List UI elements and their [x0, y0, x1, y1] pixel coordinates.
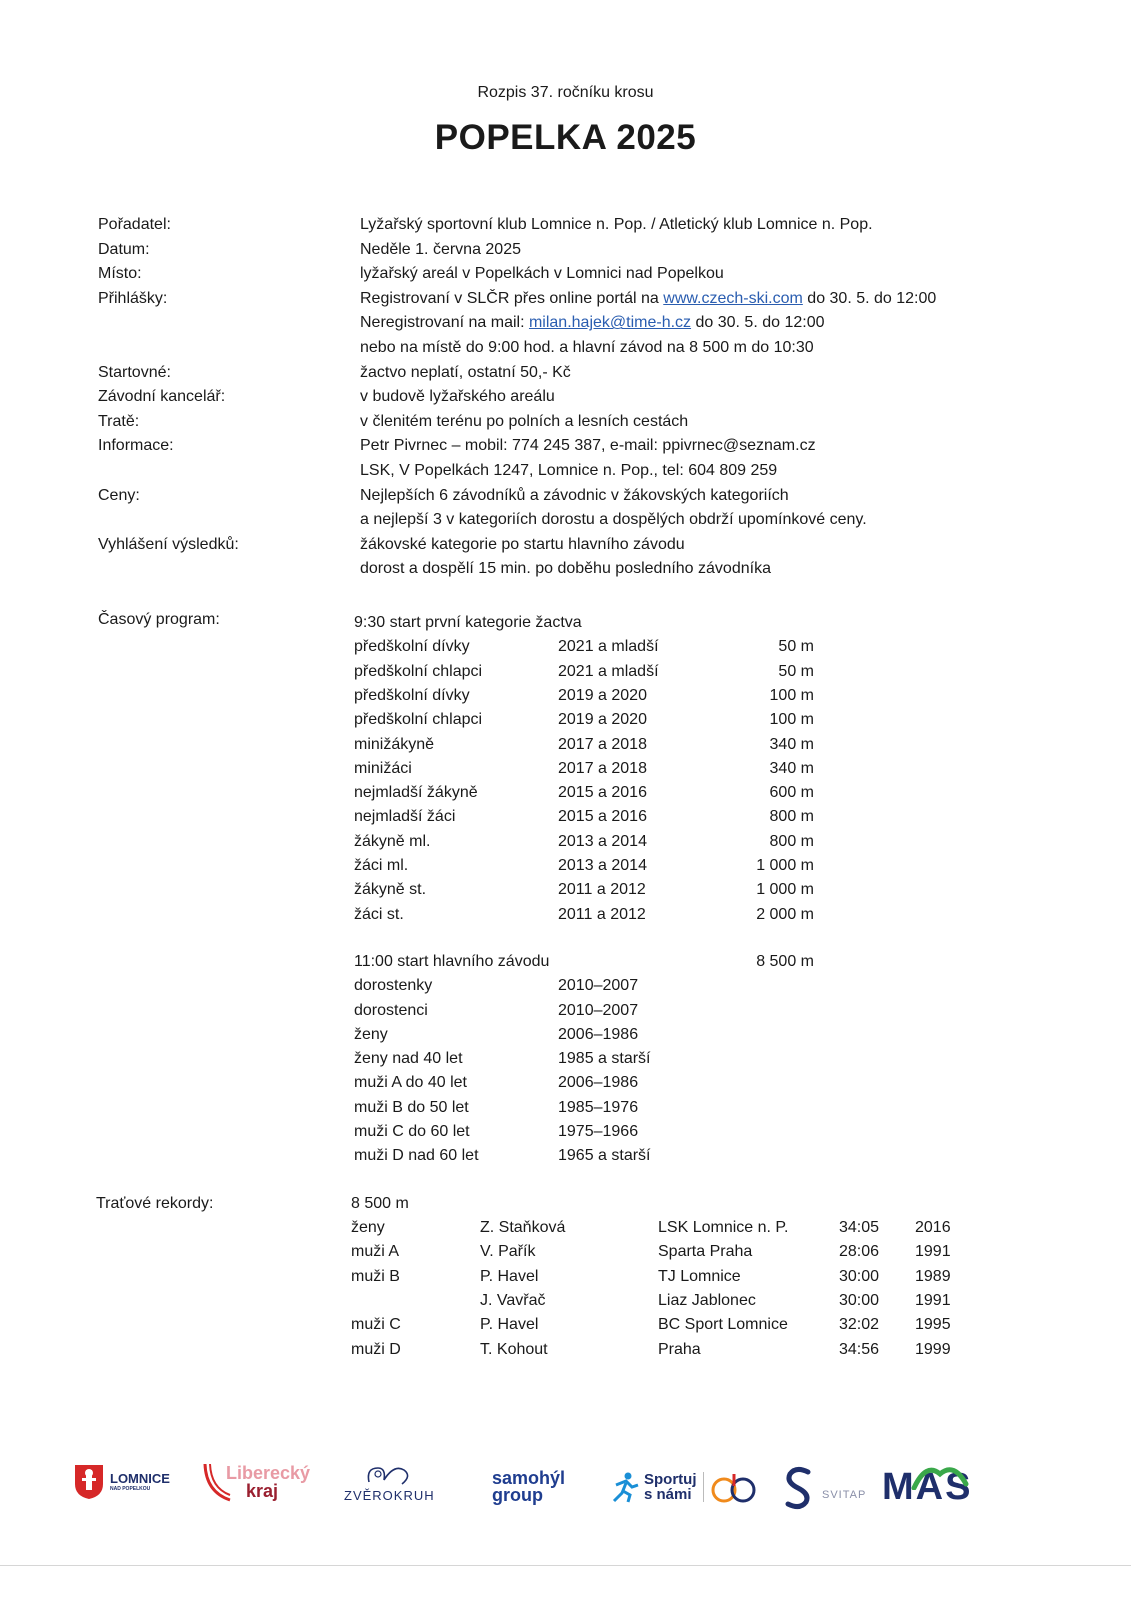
category-years: 1965 a starší — [558, 1147, 651, 1165]
category-name: nejmladší žáci — [354, 808, 456, 826]
info-link[interactable]: milan.hajek@time-h.cz — [528, 314, 692, 332]
category-years: 1975–1966 — [558, 1123, 639, 1141]
info-text: Registrovaní v SLČR přes online portál na — [360, 289, 664, 307]
info-value — [360, 287, 1058, 361]
category-years: 2021 a mladší — [558, 638, 659, 656]
record-year: 1995 — [915, 1316, 951, 1334]
category-name: muži B do 50 let — [354, 1098, 469, 1116]
category-years: 2017 a 2018 — [558, 759, 647, 777]
category-name: žákyně st. — [354, 881, 427, 899]
page-title: POPELKA 2025 — [434, 118, 697, 157]
info-row — [98, 262, 1058, 287]
lomnice-logo-text: LOMNICE — [110, 1471, 170, 1486]
category-name: muži C do 60 let — [354, 1123, 470, 1141]
category-distance: 800 m — [769, 808, 814, 826]
category-years: 2013 a 2014 — [558, 857, 647, 874]
category-name: minižákyně — [354, 735, 435, 753]
record-time: 28:06 — [839, 1243, 880, 1261]
category-name: nejmladší žákyně — [354, 784, 478, 802]
info-row — [98, 238, 1058, 263]
category-distance: 800 m — [769, 832, 814, 850]
record-club: TJ Lomnice — [658, 1267, 741, 1285]
mas-arc-icon — [910, 1460, 970, 1490]
liberecky-logo-subtext: kraj — [246, 1481, 279, 1501]
info-text: Neregistrovaní na mail: — [360, 314, 529, 332]
record-time: 30:00 — [839, 1291, 880, 1309]
category-name: dorostenky — [354, 977, 433, 995]
category-name: dorostenci — [354, 1001, 428, 1019]
category-years: 1985 a starší — [558, 1050, 651, 1068]
record-athlete: P. Havel — [480, 1267, 539, 1285]
mas-logo-text: MAS — [882, 1466, 973, 1508]
info-value-line: v budově lyžařského areálu — [360, 388, 555, 406]
category-name: předškolní chlapci — [354, 711, 483, 729]
youth-start-heading: 9:30 start první kategorie žactva — [354, 614, 582, 631]
category-name: předškolní dívky — [354, 686, 470, 704]
record-category: muži A — [351, 1243, 400, 1261]
info-row — [98, 484, 1058, 533]
category-years: 2015 a 2016 — [558, 808, 647, 826]
category-name: žáci st. — [354, 905, 404, 923]
category-years: 2015 a 2016 — [558, 784, 647, 802]
info-text: do 30. 5. do 12:00 — [691, 314, 825, 332]
info-label: Pořadatel: — [98, 216, 171, 233]
info-value — [360, 484, 1058, 533]
info-value-line: LSK, V Popelkách 1247, Lomnice n. Pop., tel: 604 809 259 — [360, 461, 778, 479]
liberecky-logo-text: Liberecký — [226, 1463, 311, 1483]
record-athlete: P. Havel — [480, 1316, 539, 1334]
record-year: 1991 — [915, 1291, 951, 1309]
category-distance: 100 m — [769, 711, 814, 729]
category-years: 2019 a 2020 — [558, 711, 647, 729]
record-athlete: J. Vavřač — [480, 1291, 546, 1309]
cycling-rings-icon — [710, 1470, 758, 1504]
record-category: muži C — [351, 1316, 401, 1334]
info-row — [98, 213, 1058, 238]
category-years: 2010–2007 — [558, 977, 639, 995]
category-name: předškolní dívky — [354, 638, 470, 656]
info-value-line — [360, 311, 1058, 336]
sponsor-footer — [0, 1460, 1131, 1550]
info-value-line: a nejlepší 3 v kategoriích dorostu a dospělých obdrží upomínkové ceny. — [360, 511, 867, 529]
samohyl-logo-text: samohýl — [492, 1468, 566, 1488]
page-subtitle: Rozpis 37. ročníku krosu — [477, 84, 654, 101]
zverokruh-logo — [344, 1462, 435, 1503]
record-athlete: Z. Staňková — [480, 1219, 566, 1237]
sportuj-logo-text: Sportuj — [644, 1471, 697, 1488]
category-distance: 1 000 m — [756, 857, 814, 874]
info-row — [98, 533, 1058, 582]
info-value-line: v členitém terénu po polních a lesních cestách — [360, 412, 689, 430]
svitap-logo-text: SVITAP — [822, 1489, 867, 1501]
info-value-line: nebo na místě do 9:00 hod. a hlavní závod na 8 500 m do 10:30 — [360, 338, 814, 356]
category-years: 2011 a 2012 — [558, 881, 646, 899]
info-label: Informace: — [98, 437, 174, 455]
info-label: Závodní kancelář: — [98, 388, 226, 406]
record-club: Praha — [658, 1340, 701, 1358]
info-section — [98, 213, 1058, 582]
info-value-line: dorost a dospělí 15 min. po doběhu posledního závodníka — [360, 560, 771, 578]
bottom-rule — [0, 1565, 1131, 1566]
info-value — [360, 361, 1058, 386]
record-year: 1999 — [915, 1340, 951, 1358]
info-value-line: žactvo neplatí, ostatní 50,- Kč — [360, 363, 571, 381]
info-value-line: lyžařský areál v Popelkách v Lomnici nad Popelkou — [360, 265, 724, 283]
lomnice-logo — [74, 1464, 170, 1500]
schedule-label: Časový program: — [98, 611, 220, 628]
info-row — [98, 287, 1058, 361]
record-category: muži B — [351, 1267, 400, 1285]
record-club: Liaz Jablonec — [658, 1291, 756, 1309]
category-name: minižáci — [354, 759, 412, 777]
record-time: 34:05 — [839, 1219, 880, 1237]
samohyl-group-logo — [492, 1470, 565, 1504]
records-distance: 8 500 m — [351, 1194, 409, 1212]
info-label: Místo: — [98, 265, 142, 283]
category-name: muži A do 40 let — [354, 1074, 467, 1092]
category-name: žákyně ml. — [354, 832, 431, 850]
info-row — [98, 361, 1058, 386]
record-year: 1989 — [915, 1267, 951, 1285]
info-value — [360, 238, 1058, 263]
info-row — [98, 410, 1058, 435]
category-distance: 100 m — [769, 686, 814, 704]
record-time: 32:02 — [839, 1316, 880, 1334]
info-label: Ceny: — [98, 486, 140, 504]
info-value-line: Lyžařský sportovní klub Lomnice n. Pop. / Atletický klub Lomnice n. Pop. — [360, 216, 873, 233]
record-time: 30:00 — [839, 1267, 880, 1285]
record-year: 2016 — [915, 1219, 951, 1237]
zverokruh-logo-text: ZVĚROKRUH — [344, 1488, 435, 1503]
main-start-heading: 11:00 start hlavního závodu — [354, 952, 550, 970]
sportuj-s-nami-logo — [610, 1470, 758, 1504]
category-distance: 2 000 m — [756, 905, 814, 923]
lomnice-logo-subtext: NAD POPELKOU — [110, 1486, 151, 1492]
record-time: 34:56 — [839, 1340, 880, 1358]
svitap-s-icon — [782, 1466, 816, 1510]
info-value-line: Nejlepších 6 závodníků a závodnic v žákovských kategoriích — [360, 486, 789, 504]
category-name: ženy nad 40 let — [354, 1050, 463, 1068]
record-category: muži D — [351, 1340, 401, 1358]
info-value — [360, 410, 1058, 435]
runner-icon — [610, 1471, 640, 1503]
info-value — [360, 434, 1058, 483]
main-race-distance: 8 500 m — [756, 952, 814, 970]
category-years: 2010–2007 — [558, 1001, 639, 1019]
info-label: Vyhlášení výsledků: — [98, 535, 239, 553]
sportuj-logo-subtext: s námi — [644, 1486, 692, 1503]
info-value — [360, 213, 1058, 238]
info-row — [98, 434, 1058, 483]
category-years: 1985–1976 — [558, 1098, 639, 1116]
category-distance: 600 m — [769, 784, 814, 802]
record-category: ženy — [351, 1219, 385, 1237]
category-distance: 50 m — [778, 662, 814, 680]
mas-logo — [882, 1466, 972, 1509]
info-text: do 30. 5. do 12:00 — [802, 289, 937, 307]
category-distance: 340 m — [769, 735, 814, 753]
record-club: LSK Lomnice n. P. — [658, 1219, 789, 1237]
category-years: 2019 a 2020 — [558, 686, 647, 704]
records-label: Traťové rekordy: — [96, 1194, 214, 1212]
category-name: předškolní chlapci — [354, 662, 483, 680]
category-years: 2013 a 2014 — [558, 832, 647, 850]
samohyl-logo-subtext: group — [492, 1485, 543, 1506]
info-label: Přihlášky: — [98, 289, 168, 307]
logo-divider — [703, 1472, 704, 1502]
zverokruh-symbol-icon — [364, 1462, 414, 1488]
category-distance: 1 000 m — [756, 881, 814, 899]
info-label: Datum: — [98, 240, 150, 258]
category-distance: 50 m — [778, 638, 814, 656]
info-value-line: Neděle 1. června 2025 — [360, 240, 521, 258]
info-value — [360, 385, 1058, 410]
record-club: BC Sport Lomnice — [658, 1316, 788, 1334]
record-club: Sparta Praha — [658, 1243, 753, 1261]
info-value-line — [360, 287, 1058, 312]
category-years: 2006–1986 — [558, 1074, 639, 1092]
info-value-line: žákovské kategorie po startu hlavního závodu — [360, 535, 685, 553]
info-label: Startovné: — [98, 363, 171, 381]
svitap-logo — [782, 1466, 866, 1510]
record-athlete: V. Pařík — [480, 1243, 536, 1261]
category-years: 2021 a mladší — [558, 662, 659, 680]
info-link[interactable]: www.czech-ski.com — [663, 289, 803, 307]
info-row — [98, 385, 1058, 410]
category-name: žáci ml. — [354, 857, 409, 874]
record-year: 1991 — [915, 1243, 951, 1261]
category-distance: 340 m — [769, 759, 814, 777]
info-label: Tratě: — [98, 412, 140, 430]
category-years: 2017 a 2018 — [558, 735, 647, 753]
lomnice-coat-of-arms-icon — [74, 1464, 104, 1500]
record-athlete: T. Kohout — [480, 1340, 548, 1358]
liberecky-kraj-logo — [202, 1462, 310, 1502]
info-value — [360, 262, 1058, 287]
category-years: 2011 a 2012 — [558, 905, 646, 923]
info-value — [360, 533, 1058, 582]
category-years: 2006–1986 — [558, 1025, 639, 1043]
category-name: ženy — [354, 1025, 388, 1043]
info-value-line: Petr Pivrnec – mobil: 774 245 387, e-mail: ppivrnec@seznam.cz — [360, 437, 816, 455]
category-name: muži D nad 60 let — [354, 1147, 479, 1165]
